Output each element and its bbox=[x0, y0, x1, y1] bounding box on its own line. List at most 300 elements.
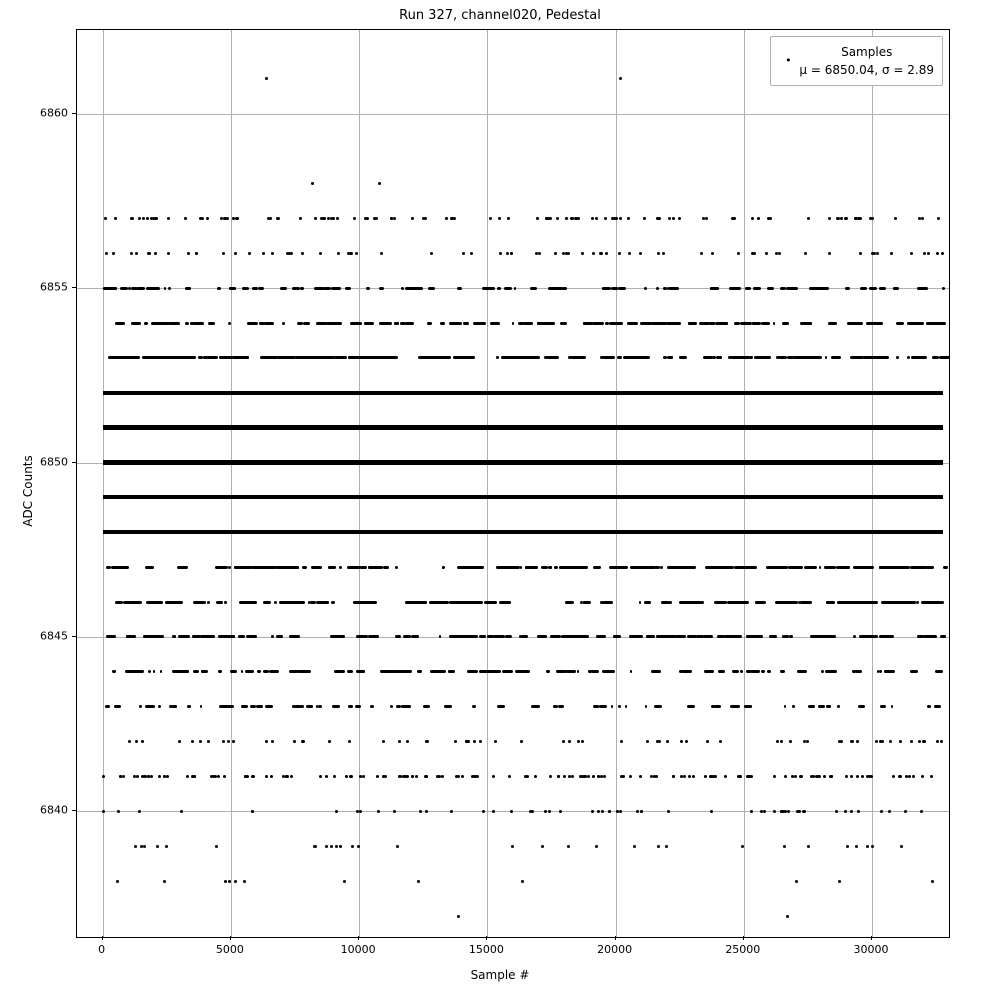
scatter-point bbox=[265, 740, 268, 743]
scatter-segment bbox=[350, 356, 360, 359]
scatter-segment bbox=[427, 322, 433, 325]
scatter-segment bbox=[309, 705, 314, 708]
scatter-segment bbox=[773, 322, 775, 325]
scatter-segment bbox=[258, 287, 264, 290]
scatter-segment bbox=[735, 635, 741, 638]
scatter-point bbox=[800, 775, 803, 778]
scatter-segment bbox=[270, 670, 277, 673]
scatter-point bbox=[207, 740, 210, 743]
legend-row bbox=[777, 43, 934, 79]
scatter-point bbox=[150, 775, 153, 778]
x-tick-mark bbox=[358, 936, 359, 940]
scatter-segment bbox=[740, 670, 742, 673]
scatter-segment bbox=[519, 635, 521, 638]
scatter-point bbox=[640, 810, 643, 813]
scatter-segment bbox=[784, 705, 786, 708]
scatter-segment bbox=[484, 601, 497, 604]
scatter-segment bbox=[274, 601, 277, 604]
scatter-point bbox=[178, 740, 181, 743]
scatter-point bbox=[474, 775, 477, 778]
scatter-point bbox=[507, 217, 510, 220]
scatter-point bbox=[688, 775, 691, 778]
scatter-segment bbox=[530, 287, 537, 290]
scatter-segment bbox=[217, 287, 221, 290]
scatter-segment bbox=[230, 287, 237, 290]
scatter-point bbox=[425, 810, 428, 813]
scatter-point bbox=[549, 775, 552, 778]
scatter-point bbox=[668, 217, 671, 220]
legend-stats: μ = 6850.04, σ = 2.89 bbox=[799, 63, 934, 77]
scatter-segment bbox=[704, 670, 714, 673]
scatter-segment bbox=[593, 566, 601, 569]
scatter-segment bbox=[717, 601, 723, 604]
scatter-point bbox=[746, 775, 749, 778]
scatter-segment bbox=[891, 705, 893, 708]
x-tick-mark bbox=[615, 936, 616, 940]
scatter-segment bbox=[457, 287, 462, 290]
scatter-segment bbox=[717, 635, 725, 638]
scatter-point bbox=[604, 217, 607, 220]
scatter-point bbox=[465, 740, 468, 743]
scatter-segment bbox=[139, 705, 142, 708]
scatter-band bbox=[103, 530, 943, 534]
scatter-segment bbox=[458, 356, 471, 359]
scatter-point bbox=[243, 880, 246, 883]
scatter-segment bbox=[428, 287, 435, 290]
scatter-point bbox=[136, 775, 139, 778]
scatter-point bbox=[565, 217, 568, 220]
scatter-segment bbox=[829, 566, 835, 569]
scatter-point bbox=[850, 775, 853, 778]
scatter-segment bbox=[911, 601, 916, 604]
scatter-segment bbox=[187, 705, 191, 708]
scatter-segment bbox=[725, 635, 732, 638]
scatter-point bbox=[923, 252, 926, 255]
y-tick-label: 6860 bbox=[40, 106, 68, 120]
scatter-point bbox=[840, 217, 843, 220]
scatter-segment bbox=[853, 356, 864, 359]
scatter-point bbox=[595, 217, 598, 220]
scatter-point bbox=[835, 810, 838, 813]
scatter-point bbox=[411, 775, 414, 778]
scatter-point bbox=[454, 740, 457, 743]
scatter-point bbox=[780, 740, 783, 743]
scatter-point bbox=[130, 252, 133, 255]
scatter-point bbox=[131, 217, 134, 220]
scatter-point bbox=[380, 252, 383, 255]
scatter-segment bbox=[492, 287, 494, 290]
scatter-segment bbox=[208, 322, 215, 325]
scatter-point bbox=[349, 252, 352, 255]
scatter-point bbox=[633, 845, 636, 848]
scatter-point bbox=[135, 740, 138, 743]
scatter-segment bbox=[893, 287, 898, 290]
scatter-segment bbox=[898, 322, 904, 325]
scatter-segment bbox=[596, 635, 605, 638]
scatter-point bbox=[587, 775, 590, 778]
scatter-point bbox=[215, 845, 218, 848]
scatter-point bbox=[325, 775, 328, 778]
scatter-point bbox=[815, 775, 818, 778]
scatter-segment bbox=[859, 635, 870, 638]
scatter-segment bbox=[821, 670, 823, 673]
scatter-segment bbox=[617, 356, 623, 359]
scatter-point bbox=[605, 252, 608, 255]
scatter-point bbox=[802, 810, 805, 813]
scatter-point bbox=[228, 880, 231, 883]
scatter-point bbox=[252, 775, 255, 778]
scatter-segment bbox=[115, 322, 125, 325]
scatter-point bbox=[430, 252, 433, 255]
scatter-point bbox=[570, 217, 573, 220]
chart-title: Run 327, channel020, Pedestal bbox=[399, 8, 601, 23]
scatter-band bbox=[103, 495, 943, 499]
scatter-point bbox=[784, 810, 787, 813]
scatter-segment bbox=[172, 322, 179, 325]
scatter-segment bbox=[857, 670, 861, 673]
scatter-segment bbox=[533, 705, 540, 708]
scatter-point bbox=[314, 217, 317, 220]
scatter-point bbox=[622, 775, 625, 778]
scatter-point bbox=[314, 845, 317, 848]
scatter-segment bbox=[632, 356, 646, 359]
scatter-segment bbox=[354, 566, 359, 569]
scatter-point bbox=[700, 252, 703, 255]
scatter-point bbox=[227, 740, 230, 743]
scatter-segment bbox=[911, 356, 924, 359]
scatter-segment bbox=[766, 322, 770, 325]
scatter-segment bbox=[613, 635, 618, 638]
x-tick-label: 15000 bbox=[468, 943, 504, 956]
scatter-segment bbox=[356, 670, 365, 673]
scatter-segment bbox=[714, 705, 721, 708]
scatter-segment bbox=[410, 287, 415, 290]
scatter-point bbox=[377, 810, 380, 813]
scatter-point bbox=[783, 845, 786, 848]
legend-texts bbox=[799, 43, 934, 79]
scatter-point bbox=[657, 252, 660, 255]
scatter-point bbox=[881, 740, 884, 743]
scatter-segment bbox=[321, 356, 335, 359]
scatter-point bbox=[116, 880, 119, 883]
scatter-point bbox=[270, 775, 273, 778]
scatter-point bbox=[619, 810, 622, 813]
scatter-point bbox=[248, 252, 251, 255]
scatter-segment bbox=[584, 601, 591, 604]
scatter-point bbox=[277, 217, 280, 220]
scatter-point bbox=[479, 740, 482, 743]
scatter-segment bbox=[209, 356, 218, 359]
scatter-point bbox=[134, 845, 137, 848]
scatter-point bbox=[751, 217, 754, 220]
scatter-point bbox=[332, 217, 335, 220]
scatter-segment bbox=[546, 670, 550, 673]
scatter-point bbox=[271, 740, 274, 743]
scatter-point bbox=[114, 217, 117, 220]
scatter-point bbox=[158, 775, 161, 778]
scatter-segment bbox=[675, 635, 680, 638]
scatter-segment bbox=[390, 705, 394, 708]
scatter-segment bbox=[773, 566, 777, 569]
scatter-segment bbox=[644, 287, 647, 290]
scatter-segment bbox=[112, 670, 116, 673]
scatter-segment bbox=[630, 670, 632, 673]
scatter-point bbox=[866, 845, 869, 848]
scatter-point bbox=[234, 880, 237, 883]
scatter-point bbox=[362, 775, 365, 778]
scatter-segment bbox=[521, 635, 529, 638]
scatter-point bbox=[355, 252, 358, 255]
scatter-segment bbox=[617, 566, 628, 569]
scatter-point bbox=[425, 775, 428, 778]
scatter-segment bbox=[314, 287, 324, 290]
scatter-point bbox=[787, 810, 790, 813]
scatter-segment bbox=[549, 566, 552, 569]
scatter-segment bbox=[160, 670, 163, 673]
scatter-segment bbox=[715, 322, 727, 325]
scatter-segment bbox=[148, 670, 151, 673]
scatter-segment bbox=[826, 601, 835, 604]
scatter-point bbox=[165, 845, 168, 848]
scatter-segment bbox=[250, 705, 255, 708]
scatter-point bbox=[704, 775, 707, 778]
scatter-point bbox=[750, 810, 753, 813]
scatter-point bbox=[683, 775, 686, 778]
scatter-point bbox=[510, 810, 513, 813]
scatter-segment bbox=[348, 705, 353, 708]
scatter-segment bbox=[800, 601, 812, 604]
scatter-segment bbox=[193, 670, 199, 673]
scatter-point bbox=[349, 775, 352, 778]
scatter-point bbox=[419, 810, 422, 813]
scatter-segment bbox=[698, 601, 704, 604]
scatter-segment bbox=[839, 566, 849, 569]
scatter-segment bbox=[310, 601, 317, 604]
scatter-point bbox=[807, 217, 810, 220]
scatter-point bbox=[406, 740, 409, 743]
scatter-segment bbox=[210, 635, 215, 638]
scatter-segment bbox=[687, 635, 697, 638]
scatter-point bbox=[888, 810, 891, 813]
scatter-segment bbox=[667, 356, 674, 359]
scatter-segment bbox=[370, 705, 374, 708]
scatter-point bbox=[871, 217, 874, 220]
scatter-segment bbox=[144, 322, 148, 325]
scatter-segment bbox=[527, 356, 540, 359]
scatter-point bbox=[445, 217, 448, 220]
scatter-point bbox=[343, 880, 346, 883]
scatter-point bbox=[163, 880, 166, 883]
x-tick-mark bbox=[486, 936, 487, 940]
scatter-segment bbox=[512, 322, 514, 325]
scatter-point bbox=[102, 775, 105, 778]
scatter-segment bbox=[303, 322, 310, 325]
scatter-segment bbox=[847, 322, 858, 325]
scatter-segment bbox=[245, 670, 254, 673]
scatter-segment bbox=[745, 287, 751, 290]
scatter-segment bbox=[751, 670, 760, 673]
scatter-point bbox=[875, 740, 878, 743]
scatter-segment bbox=[263, 670, 269, 673]
scatter-segment bbox=[401, 287, 404, 290]
scatter-segment bbox=[185, 670, 189, 673]
scatter-segment bbox=[302, 566, 307, 569]
scatter-segment bbox=[368, 566, 375, 569]
scatter-point bbox=[592, 775, 595, 778]
scatter-segment bbox=[831, 356, 841, 359]
scatter-segment bbox=[860, 287, 868, 290]
scatter-segment bbox=[173, 670, 182, 673]
scatter-point bbox=[402, 775, 405, 778]
y-tick-mark bbox=[72, 462, 76, 463]
scatter-segment bbox=[793, 356, 803, 359]
scatter-segment bbox=[253, 287, 255, 290]
scatter-point bbox=[167, 217, 170, 220]
scatter-point bbox=[544, 810, 547, 813]
scatter-point bbox=[871, 845, 874, 848]
scatter-point bbox=[146, 217, 149, 220]
scatter-point bbox=[339, 845, 342, 848]
scatter-point bbox=[890, 252, 893, 255]
scatter-segment bbox=[288, 601, 300, 604]
scatter-segment bbox=[128, 287, 131, 290]
scatter-segment bbox=[662, 635, 673, 638]
scatter-segment bbox=[625, 705, 628, 708]
scatter-segment bbox=[735, 566, 738, 569]
scatter-point bbox=[375, 217, 378, 220]
scatter-point bbox=[105, 252, 108, 255]
scatter-point bbox=[856, 740, 859, 743]
scatter-point bbox=[685, 740, 688, 743]
scatter-segment bbox=[729, 287, 737, 290]
scatter-segment bbox=[145, 566, 153, 569]
scatter-segment bbox=[911, 322, 916, 325]
scatter-point bbox=[828, 217, 831, 220]
scatter-segment bbox=[645, 322, 647, 325]
scatter-segment bbox=[271, 635, 274, 638]
scatter-segment bbox=[240, 356, 249, 359]
scatter-point bbox=[581, 252, 584, 255]
scatter-segment bbox=[466, 566, 477, 569]
scatter-segment bbox=[192, 635, 202, 638]
scatter-segment bbox=[364, 322, 372, 325]
x-tick-mark bbox=[871, 936, 872, 940]
scatter-point bbox=[920, 810, 923, 813]
y-tick-mark bbox=[72, 113, 76, 114]
scatter-band bbox=[103, 425, 943, 430]
scatter-segment bbox=[565, 601, 573, 604]
scatter-point bbox=[156, 845, 159, 848]
scatter-segment bbox=[504, 287, 512, 290]
scatter-point bbox=[545, 217, 548, 220]
scatter-segment bbox=[143, 635, 153, 638]
scatter-point bbox=[577, 740, 580, 743]
scatter-point bbox=[562, 740, 565, 743]
scatter-segment bbox=[247, 322, 258, 325]
plot-area bbox=[76, 29, 950, 938]
scatter-point bbox=[411, 217, 414, 220]
scatter-segment bbox=[716, 356, 723, 359]
scatter-point bbox=[565, 252, 568, 255]
scatter-point bbox=[390, 217, 393, 220]
scatter-point bbox=[798, 810, 801, 813]
scatter-point bbox=[639, 252, 642, 255]
scatter-point bbox=[639, 775, 642, 778]
scatter-segment bbox=[896, 356, 899, 359]
scatter-segment bbox=[449, 322, 462, 325]
scatter-segment bbox=[366, 287, 369, 290]
scatter-point bbox=[850, 810, 853, 813]
scatter-segment bbox=[229, 635, 235, 638]
scatter-point bbox=[353, 217, 356, 220]
scatter-segment bbox=[411, 635, 419, 638]
scatter-segment bbox=[257, 670, 261, 673]
scatter-point bbox=[286, 252, 289, 255]
scatter-segment bbox=[318, 601, 329, 604]
scatter-point bbox=[629, 775, 632, 778]
scatter-point bbox=[930, 775, 933, 778]
scatter-point bbox=[923, 740, 926, 743]
scatter-point bbox=[520, 740, 523, 743]
y-tick-label: 6850 bbox=[40, 455, 68, 469]
scatter-segment bbox=[368, 635, 379, 638]
scatter-point bbox=[705, 217, 708, 220]
scatter-segment bbox=[762, 601, 766, 604]
scatter-segment bbox=[866, 322, 878, 325]
scatter-point bbox=[760, 810, 763, 813]
scatter-point bbox=[492, 775, 495, 778]
scatter-segment bbox=[618, 705, 620, 708]
scatter-point bbox=[267, 217, 270, 220]
scatter-segment bbox=[790, 601, 796, 604]
scatter-segment bbox=[707, 356, 713, 359]
scatter-point bbox=[672, 217, 675, 220]
scatter-segment bbox=[394, 322, 399, 325]
scatter-segment bbox=[819, 566, 821, 569]
scatter-segment bbox=[618, 287, 626, 290]
scatter-segment bbox=[854, 601, 859, 604]
scatter-segment bbox=[396, 705, 402, 708]
scatter-segment bbox=[424, 601, 427, 604]
scatter-point bbox=[908, 775, 911, 778]
scatter-segment bbox=[804, 566, 812, 569]
scatter-point bbox=[601, 810, 604, 813]
scatter-point bbox=[823, 775, 826, 778]
scatter-point bbox=[619, 77, 622, 80]
scatter-segment bbox=[502, 670, 509, 673]
scatter-segment bbox=[737, 356, 750, 359]
scatter-segment bbox=[558, 705, 564, 708]
scatter-segment bbox=[330, 635, 341, 638]
scatter-segment bbox=[523, 322, 534, 325]
scatter-point bbox=[382, 775, 385, 778]
scatter-segment bbox=[879, 670, 882, 673]
scatter-data-layer bbox=[77, 30, 949, 937]
scatter-segment bbox=[406, 705, 410, 708]
scatter-segment bbox=[784, 566, 788, 569]
scatter-point bbox=[710, 810, 713, 813]
scatter-segment bbox=[341, 635, 344, 638]
scatter-segment bbox=[152, 322, 161, 325]
scatter-point bbox=[662, 252, 665, 255]
scatter-segment bbox=[708, 635, 711, 638]
scatter-point bbox=[769, 217, 772, 220]
scatter-point bbox=[244, 775, 247, 778]
scatter-segment bbox=[509, 670, 513, 673]
scatter-point bbox=[494, 740, 497, 743]
scatter-point bbox=[335, 845, 338, 848]
scatter-point bbox=[536, 217, 539, 220]
